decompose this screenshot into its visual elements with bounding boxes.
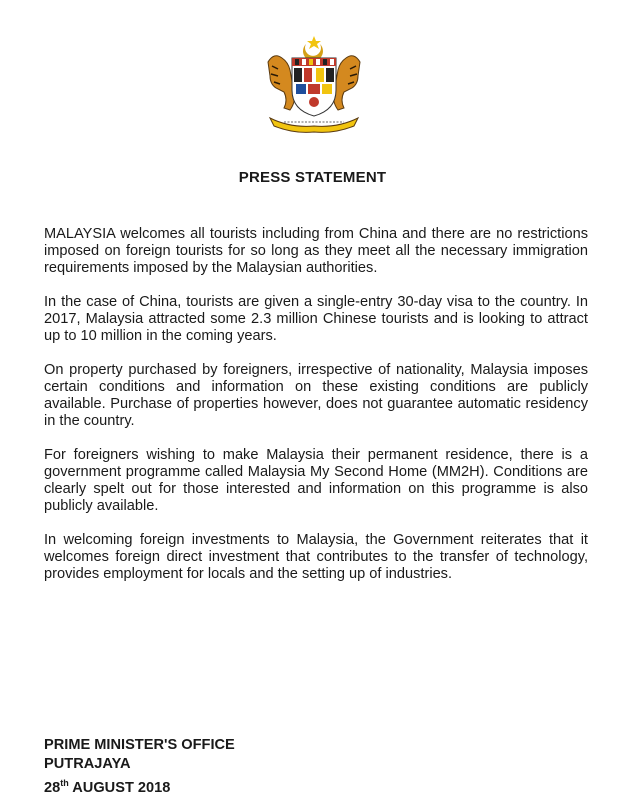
paragraph-china-visa: In the case of China, tourists are given a single-entry 30-day visa to the country. In 2017, Malaysia attracted some 2.3 million Chinese tourists and is looking to attract up to 10 million in the coming years.	[44, 294, 588, 344]
paragraph-property: On property purchased by foreigners, irrespective of nationality, Malaysia imposes certain conditions and information on these existing conditions are publicly available. Purchase of properties however, does not guarantee automatic residency in the country.	[44, 362, 588, 429]
date-rest: AUGUST 2018	[68, 779, 171, 796]
page-title: PRESS STATEMENT	[238, 169, 387, 186]
office-city: PUTRAJAYA	[44, 756, 131, 772]
date-day: 28	[44, 779, 61, 796]
motto-scroll-icon	[270, 118, 358, 132]
paragraph-residence: For foreigners wishing to make Malaysia their permanent residence, there is a government programme called Malaysia My Second Home (MM2H). Conditions are clearly spelt out for those interested and information on this programme is also publicly available.	[44, 447, 588, 514]
right-tiger-icon	[334, 56, 361, 110]
paragraph-investment: In welcoming foreign investments to Malaysia, the Government reiterates that it welcomes foreign direct investment that contributes to the transfer of technology, provides employment for locals and the setting up of industries.	[44, 532, 588, 582]
paragraph-tourists: MALAYSIA welcomes all tourists including from China and there are no restrictions imposed on foreign tourists for so long as they meet all the necessary immigration requirements imposed by the Malaysian authorities.	[44, 226, 588, 276]
signoff-block	[44, 736, 235, 798]
star-icon	[307, 36, 321, 49]
office-name: PRIME MINISTER'S OFFICE	[44, 737, 235, 753]
malaysia-coat-of-arms-icon	[254, 34, 374, 134]
left-tiger-icon	[268, 56, 295, 110]
statement-body	[44, 226, 588, 600]
statement-date	[44, 774, 235, 798]
date-suffix: th	[60, 778, 69, 788]
